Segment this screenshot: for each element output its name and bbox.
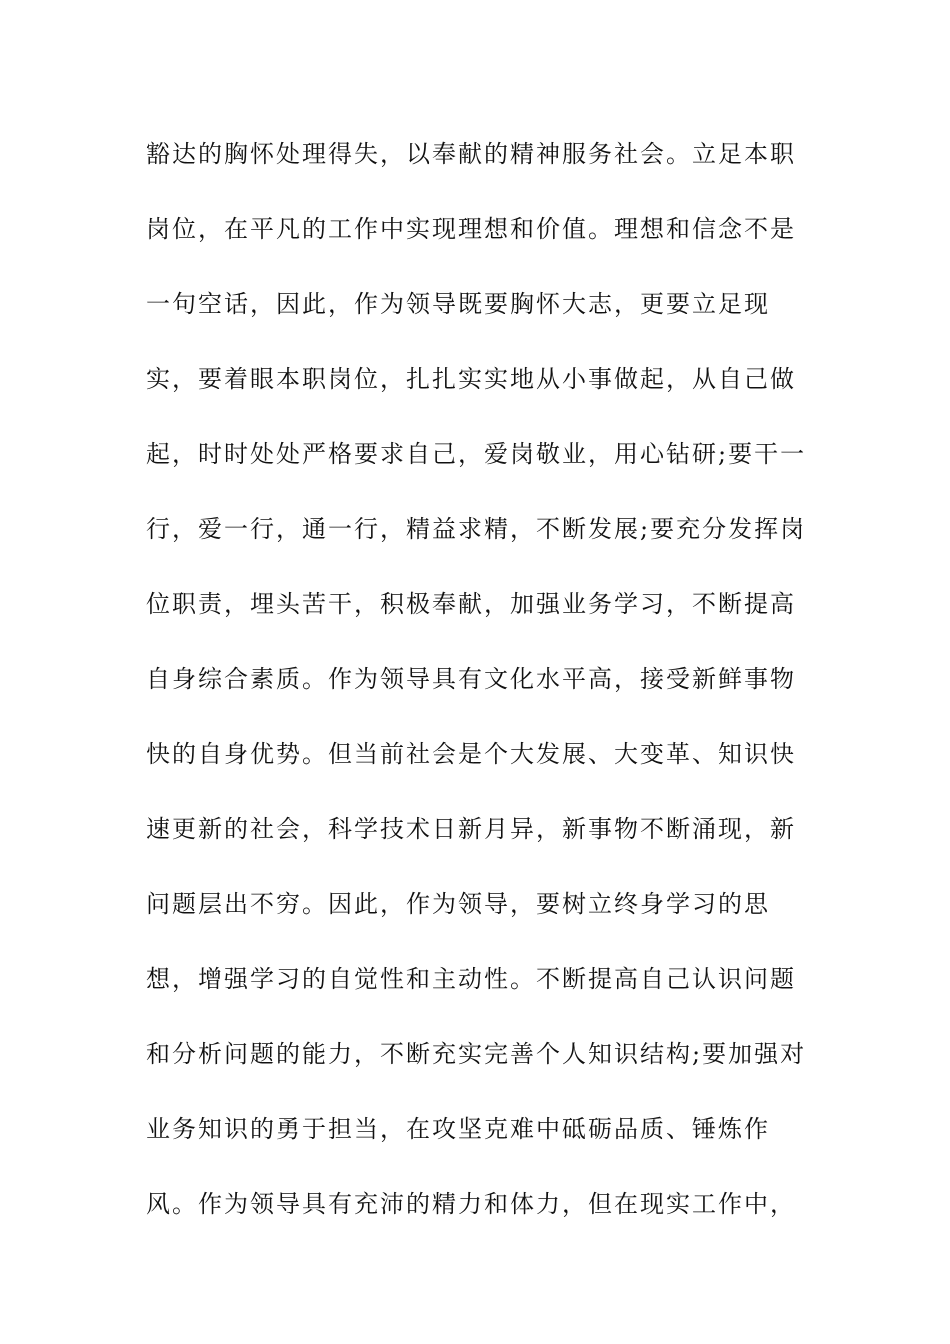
text-line: 豁达的胸怀处理得失，以奉献的精神服务社会。立足本职 [146,140,796,168]
text-line: 一句空话，因此，作为领导既要胸怀大志，更要立足现 [146,290,770,318]
text-line: 位职责，埋头苦干，积极奉献，加强业务学习，不断提高 [146,590,796,618]
text-line: 速更新的社会，科学技术日新月异，新事物不断涌现，新 [146,815,796,843]
text-line: 行，爱一行，通一行，精益求精，不断发展;要充分发挥岗 [146,515,807,543]
body-text [146,132,816,1257]
text-line: 想，增强学习的自觉性和主动性。不断提高自己认识问题 [146,965,796,993]
text-line: 岗位，在平凡的工作中实现理想和价值。理想和信念不是 [146,215,796,243]
text-line: 自身综合素质。作为领导具有文化水平高，接受新鲜事物 [146,665,796,693]
text-line: 快的自身优势。但当前社会是个大发展、大变革、知识快 [146,740,796,768]
text-line: 问题层出不穷。因此，作为领导，要树立终身学习的思 [146,890,770,918]
text-line: 和分析问题的能力，不断充实完善个人知识结构;要加强对 [146,1040,807,1068]
text-line: 起，时时处处严格要求自己，爱岗敬业，用心钻研;要干一 [146,440,807,468]
text-line: 业务知识的勇于担当，在攻坚克难中砥砺品质、锤炼作 [146,1115,770,1143]
text-line: 风。作为领导具有充沛的精力和体力，但在现实工作中， [146,1190,796,1218]
text-line: 实，要着眼本职岗位，扎扎实实地从小事做起，从自己做 [146,365,796,393]
